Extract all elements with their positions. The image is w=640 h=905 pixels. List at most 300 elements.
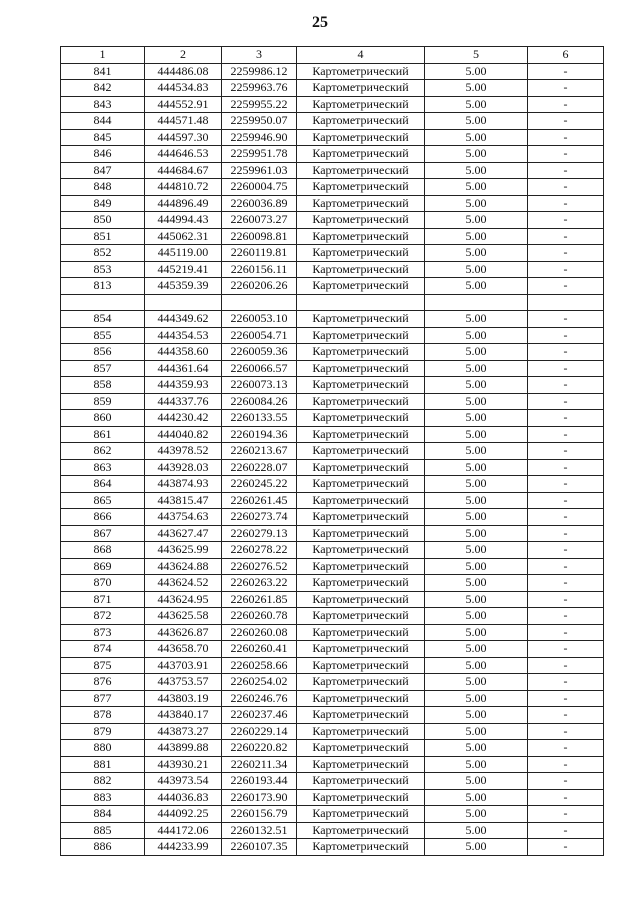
table-row (61, 773, 604, 790)
table-cell: - (528, 360, 604, 377)
table-cell: 5.00 (425, 80, 528, 97)
table-cell: 444597.30 (145, 129, 222, 146)
table-cell: - (528, 426, 604, 443)
table-cell: 5.00 (425, 773, 528, 790)
table-cell: - (528, 410, 604, 427)
table-cell: 444994.43 (145, 212, 222, 229)
table-cell: Картометрический (297, 459, 425, 476)
table-cell: 444233.99 (145, 839, 222, 856)
table-cell (222, 294, 297, 311)
table-cell: 444172.06 (145, 822, 222, 839)
table-cell: 5.00 (425, 129, 528, 146)
table-cell: 444337.76 (145, 393, 222, 410)
table-cell: 5.00 (425, 641, 528, 658)
table-cell: 2260278.22 (222, 542, 297, 559)
table-cell: Картометрический (297, 740, 425, 757)
table-cell: 444552.91 (145, 96, 222, 113)
table-cell: 5.00 (425, 311, 528, 328)
table-cell: - (528, 113, 604, 130)
table-cell: Картометрический (297, 558, 425, 575)
table-cell: Картометрический (297, 806, 425, 823)
table-row (61, 657, 604, 674)
table-cell: 851 (61, 228, 145, 245)
table-row (61, 63, 604, 80)
table-cell: - (528, 591, 604, 608)
table-cell: 2260004.75 (222, 179, 297, 196)
table-row (61, 492, 604, 509)
table-cell: Картометрический (297, 591, 425, 608)
table-row (61, 525, 604, 542)
table-cell: 865 (61, 492, 145, 509)
table-cell: - (528, 740, 604, 757)
table-cell: 884 (61, 806, 145, 823)
table-cell: Картометрический (297, 393, 425, 410)
table-cell: Картометрический (297, 674, 425, 691)
table-row (61, 839, 604, 856)
table-cell: - (528, 492, 604, 509)
table-cell: 445219.41 (145, 261, 222, 278)
table-row (61, 542, 604, 559)
table-cell: Картометрический (297, 129, 425, 146)
table-cell: 868 (61, 542, 145, 559)
table-cell: 885 (61, 822, 145, 839)
table-cell: 2260220.82 (222, 740, 297, 757)
table-cell: - (528, 525, 604, 542)
table-cell: 443803.19 (145, 690, 222, 707)
table-cell: 5.00 (425, 657, 528, 674)
table-cell: 444361.64 (145, 360, 222, 377)
column-header: 1 (61, 47, 145, 64)
table-row (61, 591, 604, 608)
table-cell: Картометрический (297, 212, 425, 229)
table-cell: - (528, 459, 604, 476)
table-cell: Картометрический (297, 509, 425, 526)
table-cell: 2260098.81 (222, 228, 297, 245)
table-cell: 5.00 (425, 96, 528, 113)
table-cell: 856 (61, 344, 145, 361)
table-cell: Картометрический (297, 327, 425, 344)
table-cell: 5.00 (425, 789, 528, 806)
table-row (61, 327, 604, 344)
table-cell: 443840.17 (145, 707, 222, 724)
table-cell: - (528, 278, 604, 295)
table-cell: 2260156.79 (222, 806, 297, 823)
table-row (61, 113, 604, 130)
table-cell: 443874.93 (145, 476, 222, 493)
table-cell: Картометрический (297, 228, 425, 245)
table-cell: 859 (61, 393, 145, 410)
table-cell: 2260261.85 (222, 591, 297, 608)
table-cell: 443978.52 (145, 443, 222, 460)
table-cell: 5.00 (425, 278, 528, 295)
table-cell: Картометрический (297, 344, 425, 361)
table-cell: 444571.48 (145, 113, 222, 130)
table-cell: 2260054.71 (222, 327, 297, 344)
table-cell: 444036.83 (145, 789, 222, 806)
table-cell: 5.00 (425, 393, 528, 410)
table-cell: 5.00 (425, 146, 528, 163)
table-cell: 855 (61, 327, 145, 344)
table-cell: - (528, 707, 604, 724)
table-cell: 5.00 (425, 690, 528, 707)
table-cell: Картометрический (297, 822, 425, 839)
table-cell: 443899.88 (145, 740, 222, 757)
table-cell: - (528, 690, 604, 707)
table-cell: 2259963.76 (222, 80, 297, 97)
table-cell: - (528, 146, 604, 163)
table-row (61, 179, 604, 196)
table-cell: 2260273.74 (222, 509, 297, 526)
table-cell: Картометрический (297, 641, 425, 658)
column-header: 6 (528, 47, 604, 64)
table-cell: - (528, 624, 604, 641)
table-cell: 858 (61, 377, 145, 394)
table-row (61, 377, 604, 394)
table-cell: 5.00 (425, 195, 528, 212)
table-cell: 5.00 (425, 674, 528, 691)
table-cell: - (528, 212, 604, 229)
table-cell: 444349.62 (145, 311, 222, 328)
table-row (61, 146, 604, 163)
table-row (61, 393, 604, 410)
table-cell: 852 (61, 245, 145, 262)
table-row (61, 690, 604, 707)
table-cell: - (528, 822, 604, 839)
table-cell: 846 (61, 146, 145, 163)
table-cell: 5.00 (425, 344, 528, 361)
table-cell: Картометрический (297, 707, 425, 724)
table-cell: 443626.87 (145, 624, 222, 641)
table-cell: 2260132.51 (222, 822, 297, 839)
table-cell: Картометрический (297, 773, 425, 790)
table-cell: 880 (61, 740, 145, 757)
table-cell: - (528, 228, 604, 245)
table-cell: 863 (61, 459, 145, 476)
table-cell: Картометрический (297, 162, 425, 179)
column-header: 2 (145, 47, 222, 64)
table-cell: - (528, 806, 604, 823)
table-cell: 886 (61, 839, 145, 856)
table-cell: 875 (61, 657, 145, 674)
table-cell: - (528, 723, 604, 740)
table-cell: 870 (61, 575, 145, 592)
table-cell: 854 (61, 311, 145, 328)
table-cell (425, 294, 528, 311)
table-cell: 874 (61, 641, 145, 658)
table-cell: 2259946.90 (222, 129, 297, 146)
table-cell: 2260254.02 (222, 674, 297, 691)
table-cell: 5.00 (425, 113, 528, 130)
table-cell: 445062.31 (145, 228, 222, 245)
table-cell: 5.00 (425, 707, 528, 724)
table-cell: 5.00 (425, 410, 528, 427)
table-cell (145, 294, 222, 311)
table-cell: Картометрический (297, 261, 425, 278)
table-cell: 2260173.90 (222, 789, 297, 806)
table-cell: 2260260.41 (222, 641, 297, 658)
table-cell: 443658.70 (145, 641, 222, 658)
table-cell: 873 (61, 624, 145, 641)
table-cell: Картометрический (297, 575, 425, 592)
table-cell: 444684.67 (145, 162, 222, 179)
table-cell: 5.00 (425, 63, 528, 80)
table-cell: - (528, 756, 604, 773)
table-body (61, 63, 604, 855)
table-cell: 2260276.52 (222, 558, 297, 575)
table-cell (61, 294, 145, 311)
table-cell: 444092.25 (145, 806, 222, 823)
table-row (61, 476, 604, 493)
table-cell: - (528, 789, 604, 806)
table-cell: - (528, 162, 604, 179)
table-cell (528, 294, 604, 311)
table-cell: 2259986.12 (222, 63, 297, 80)
table-row (61, 608, 604, 625)
table-cell: 5.00 (425, 723, 528, 740)
table-cell: 5.00 (425, 377, 528, 394)
table-cell: 2260258.66 (222, 657, 297, 674)
table-cell: 850 (61, 212, 145, 229)
table-row (61, 96, 604, 113)
table-cell: 5.00 (425, 327, 528, 344)
table-cell: 2260260.08 (222, 624, 297, 641)
table-cell: 443754.63 (145, 509, 222, 526)
table-cell: - (528, 657, 604, 674)
table-cell: 5.00 (425, 443, 528, 460)
table-cell: 444358.60 (145, 344, 222, 361)
table-row (61, 344, 604, 361)
table-cell: 445119.00 (145, 245, 222, 262)
table-cell: 872 (61, 608, 145, 625)
table-cell: 5.00 (425, 608, 528, 625)
table-cell: 443703.91 (145, 657, 222, 674)
table-cell: - (528, 558, 604, 575)
table-cell: 5.00 (425, 839, 528, 856)
table-cell: 443928.03 (145, 459, 222, 476)
table-cell: Картометрический (297, 195, 425, 212)
table-cell: Картометрический (297, 690, 425, 707)
table-cell: 5.00 (425, 740, 528, 757)
table-row (61, 80, 604, 97)
table-cell: 5.00 (425, 261, 528, 278)
table-cell: 2259955.22 (222, 96, 297, 113)
table-cell: 443625.58 (145, 608, 222, 625)
table-cell: Картометрический (297, 789, 425, 806)
table-cell: - (528, 261, 604, 278)
table-cell: 867 (61, 525, 145, 542)
table-cell: 2260246.76 (222, 690, 297, 707)
table-cell: 853 (61, 261, 145, 278)
table-cell: 444896.49 (145, 195, 222, 212)
table-cell: Картометрический (297, 377, 425, 394)
coordinates-table (60, 46, 604, 856)
table-row (61, 707, 604, 724)
table-header-row (61, 47, 604, 64)
table-cell: 842 (61, 80, 145, 97)
table-row (61, 360, 604, 377)
table-cell: 841 (61, 63, 145, 80)
table-cell: 2260066.57 (222, 360, 297, 377)
table-cell: 444359.93 (145, 377, 222, 394)
table-cell: 444646.53 (145, 146, 222, 163)
table-cell: Картометрический (297, 311, 425, 328)
table-row (61, 624, 604, 641)
table-cell: 878 (61, 707, 145, 724)
table-cell: 883 (61, 789, 145, 806)
table-cell: 2259961.03 (222, 162, 297, 179)
table-row (61, 294, 604, 311)
table-cell: 445359.39 (145, 278, 222, 295)
table-cell: 849 (61, 195, 145, 212)
table-cell: Картометрический (297, 360, 425, 377)
table-cell: 2260053.10 (222, 311, 297, 328)
table-cell: 5.00 (425, 509, 528, 526)
table-cell: 443973.54 (145, 773, 222, 790)
table-cell: Картометрический (297, 492, 425, 509)
table-cell: 2260133.55 (222, 410, 297, 427)
table-cell: - (528, 773, 604, 790)
table-cell: Картометрический (297, 113, 425, 130)
table-cell: 444486.08 (145, 63, 222, 80)
table-cell: 2260237.46 (222, 707, 297, 724)
table-row (61, 212, 604, 229)
table-row (61, 641, 604, 658)
table-cell: 871 (61, 591, 145, 608)
table-row (61, 723, 604, 740)
table-cell: - (528, 542, 604, 559)
table-cell: 5.00 (425, 476, 528, 493)
table-cell: 857 (61, 360, 145, 377)
table-cell: 5.00 (425, 542, 528, 559)
table-row (61, 311, 604, 328)
table-cell: 444040.82 (145, 426, 222, 443)
table-cell: - (528, 509, 604, 526)
table-cell: 443753.57 (145, 674, 222, 691)
table-cell: 2260107.35 (222, 839, 297, 856)
table-cell: 2260229.14 (222, 723, 297, 740)
table-row (61, 674, 604, 691)
table-cell: 881 (61, 756, 145, 773)
table-cell: 2260245.22 (222, 476, 297, 493)
table-cell: 2260261.45 (222, 492, 297, 509)
column-header: 5 (425, 47, 528, 64)
table-cell: 444230.42 (145, 410, 222, 427)
table-cell: - (528, 96, 604, 113)
table-cell: 5.00 (425, 459, 528, 476)
table-cell: 5.00 (425, 492, 528, 509)
table-cell: Картометрический (297, 657, 425, 674)
table-cell: 2260194.36 (222, 426, 297, 443)
table-cell: - (528, 674, 604, 691)
table-cell: Картометрический (297, 624, 425, 641)
table-cell: 2260036.89 (222, 195, 297, 212)
table-cell: Картометрический (297, 608, 425, 625)
table-cell: 2260084.26 (222, 393, 297, 410)
table-cell: 848 (61, 179, 145, 196)
table-cell: Картометрический (297, 278, 425, 295)
table-cell: Картометрический (297, 476, 425, 493)
table-row (61, 162, 604, 179)
table-cell: - (528, 195, 604, 212)
table-row (61, 426, 604, 443)
table-cell: 5.00 (425, 575, 528, 592)
table-row (61, 575, 604, 592)
table-cell: Картометрический (297, 525, 425, 542)
table-row (61, 459, 604, 476)
table-cell: 2260193.44 (222, 773, 297, 790)
table-cell: 861 (61, 426, 145, 443)
table-cell: 443625.99 (145, 542, 222, 559)
table-cell: 2260073.13 (222, 377, 297, 394)
table-header (61, 47, 604, 64)
table-cell: Картометрический (297, 410, 425, 427)
table-cell (297, 294, 425, 311)
table-cell: 443624.95 (145, 591, 222, 608)
table-cell: 2260263.22 (222, 575, 297, 592)
table-row (61, 789, 604, 806)
table-cell: - (528, 377, 604, 394)
table-row (61, 443, 604, 460)
table-cell: 443873.27 (145, 723, 222, 740)
table-cell: - (528, 311, 604, 328)
table-cell: 444810.72 (145, 179, 222, 196)
table-cell: 443624.88 (145, 558, 222, 575)
table-cell: 5.00 (425, 245, 528, 262)
table-cell: 5.00 (425, 756, 528, 773)
table-cell: - (528, 839, 604, 856)
table-cell: - (528, 63, 604, 80)
table-cell: 2259951.78 (222, 146, 297, 163)
table-row (61, 410, 604, 427)
table-cell: Картометрический (297, 443, 425, 460)
table-cell: Картометрический (297, 146, 425, 163)
table-cell: Картометрический (297, 426, 425, 443)
table-cell: 844 (61, 113, 145, 130)
table-cell: 444534.83 (145, 80, 222, 97)
table-row (61, 756, 604, 773)
table-cell: - (528, 393, 604, 410)
table-cell: Картометрический (297, 80, 425, 97)
table-cell: - (528, 327, 604, 344)
table-cell: 843 (61, 96, 145, 113)
table-cell: 5.00 (425, 426, 528, 443)
table-cell: - (528, 80, 604, 97)
table-cell: 845 (61, 129, 145, 146)
table-cell: 864 (61, 476, 145, 493)
table-cell: 444354.53 (145, 327, 222, 344)
table-cell: 5.00 (425, 228, 528, 245)
table-cell: 5.00 (425, 179, 528, 196)
table-row (61, 740, 604, 757)
table-cell: 443815.47 (145, 492, 222, 509)
column-header: 4 (297, 47, 425, 64)
table-cell: 2260228.07 (222, 459, 297, 476)
table-cell: 2260211.34 (222, 756, 297, 773)
table-cell: 2260260.78 (222, 608, 297, 625)
table-cell: 5.00 (425, 806, 528, 823)
table-cell: - (528, 129, 604, 146)
table-cell: 2260156.11 (222, 261, 297, 278)
table-cell: 2260213.67 (222, 443, 297, 460)
page-number: 25 (312, 14, 328, 31)
table-cell: 5.00 (425, 558, 528, 575)
table-cell: 860 (61, 410, 145, 427)
table-cell: 2259950.07 (222, 113, 297, 130)
table-cell: - (528, 575, 604, 592)
table-row (61, 822, 604, 839)
table-cell: 2260059.36 (222, 344, 297, 361)
table-cell: Картометрический (297, 63, 425, 80)
